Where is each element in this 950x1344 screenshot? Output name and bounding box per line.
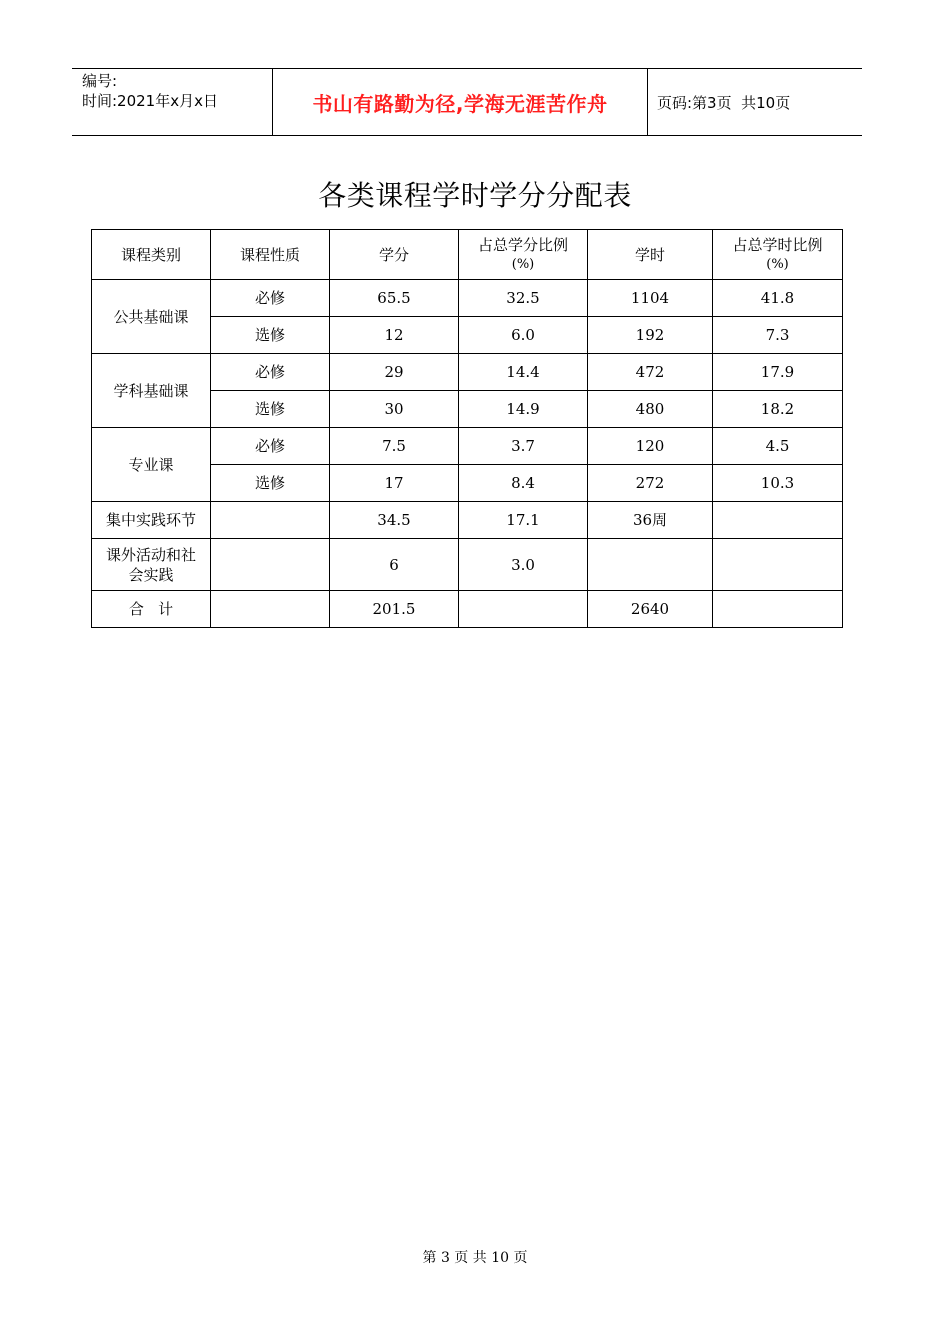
category-cell xyxy=(92,539,211,591)
hour-pct-cell: 17.9 xyxy=(713,354,843,391)
page-title: 各类课程学时学分分配表 xyxy=(318,179,632,212)
hours-cell xyxy=(588,539,713,591)
table-header-row xyxy=(92,230,843,280)
hours-cell: 480 xyxy=(588,391,713,428)
hour-pct-cell: 4.5 xyxy=(713,428,843,465)
table-row xyxy=(92,428,843,465)
motto-text: 书山有路勤为径,学海无涯苦作舟 xyxy=(312,91,608,116)
table-row xyxy=(92,280,843,317)
hours-cell: 192 xyxy=(588,317,713,354)
credit-pct-cell: 3.7 xyxy=(459,428,588,465)
table-row-activity xyxy=(92,539,843,591)
hours-cell: 2640 xyxy=(588,591,713,628)
credits-cell: 34.5 xyxy=(330,502,459,539)
credits-cell: 17 xyxy=(330,465,459,502)
category-cell: 合 计 xyxy=(92,591,211,628)
nature-cell: 必修 xyxy=(211,280,330,317)
category-cell: 公共基础课 xyxy=(92,280,211,354)
credits-cell: 12 xyxy=(330,317,459,354)
nature-cell xyxy=(211,502,330,539)
category-line2: 会实践 xyxy=(128,565,174,584)
table-row xyxy=(92,354,843,391)
header-cell-hour-pct xyxy=(713,230,843,280)
header-cell-credit-pct xyxy=(459,230,588,280)
time-text: 时间:2021年x月x日 xyxy=(82,92,218,110)
category-cell: 学科基础课 xyxy=(92,354,211,428)
credits-cell: 29 xyxy=(330,354,459,391)
header-cell-hours: 学时 xyxy=(588,230,713,280)
nature-cell xyxy=(211,539,330,591)
page-info-text: 页码:第3页 共10页 xyxy=(657,93,791,112)
credits-cell: 201.5 xyxy=(330,591,459,628)
nature-cell: 必修 xyxy=(211,354,330,391)
header-cell-nature: 课程性质 xyxy=(211,230,330,280)
credits-cell: 65.5 xyxy=(330,280,459,317)
nature-cell: 选修 xyxy=(211,391,330,428)
hours-cell: 272 xyxy=(588,465,713,502)
nature-cell: 选修 xyxy=(211,465,330,502)
nature-cell: 选修 xyxy=(211,317,330,354)
table-row-total xyxy=(92,591,843,628)
header-page-info xyxy=(648,69,862,135)
table-row-practice xyxy=(92,502,843,539)
page-footer: 第 3 页 共 10 页 xyxy=(422,1250,528,1266)
credit-pct-cell: 3.0 xyxy=(459,539,588,591)
header-meta xyxy=(72,69,273,135)
hour-pct-cell: 10.3 xyxy=(713,465,843,502)
credits-cell: 7.5 xyxy=(330,428,459,465)
credit-pct-cell: 17.1 xyxy=(459,502,588,539)
hour-pct-cell: 7.3 xyxy=(713,317,843,354)
header-hour-pct-line1: 占总学时比例 xyxy=(732,235,823,254)
hour-pct-cell: 41.8 xyxy=(713,280,843,317)
nature-cell xyxy=(211,591,330,628)
hour-pct-cell xyxy=(713,591,843,628)
hours-cell: 120 xyxy=(588,428,713,465)
header-hour-pct-line2: (%) xyxy=(766,256,789,272)
hour-pct-cell xyxy=(713,502,843,539)
header-cell-category: 课程类别 xyxy=(92,230,211,280)
category-line1: 课外活动和社 xyxy=(105,545,196,564)
nature-cell: 必修 xyxy=(211,428,330,465)
hours-cell: 36周 xyxy=(588,502,713,539)
credit-pct-cell xyxy=(459,591,588,628)
credit-pct-cell: 8.4 xyxy=(459,465,588,502)
hours-cell: 472 xyxy=(588,354,713,391)
category-cell: 集中实践环节 xyxy=(92,502,211,539)
code-label: 编号: xyxy=(82,72,118,90)
credits-cell: 6 xyxy=(330,539,459,591)
credit-pct-cell: 6.0 xyxy=(459,317,588,354)
header-cell-credits: 学分 xyxy=(330,230,459,280)
credit-pct-cell: 32.5 xyxy=(459,280,588,317)
category-cell: 专业课 xyxy=(92,428,211,502)
hour-pct-cell xyxy=(713,539,843,591)
header-motto-cell xyxy=(273,69,648,135)
credit-hour-table xyxy=(91,229,843,628)
credit-pct-cell: 14.9 xyxy=(459,391,588,428)
hour-pct-cell: 18.2 xyxy=(713,391,843,428)
credit-pct-cell: 14.4 xyxy=(459,354,588,391)
page-header xyxy=(72,68,862,136)
hours-cell: 1104 xyxy=(588,280,713,317)
header-credit-pct-line2: (%) xyxy=(511,256,535,272)
credits-cell: 30 xyxy=(330,391,459,428)
header-credit-pct-line1: 占总学分比例 xyxy=(477,235,568,254)
